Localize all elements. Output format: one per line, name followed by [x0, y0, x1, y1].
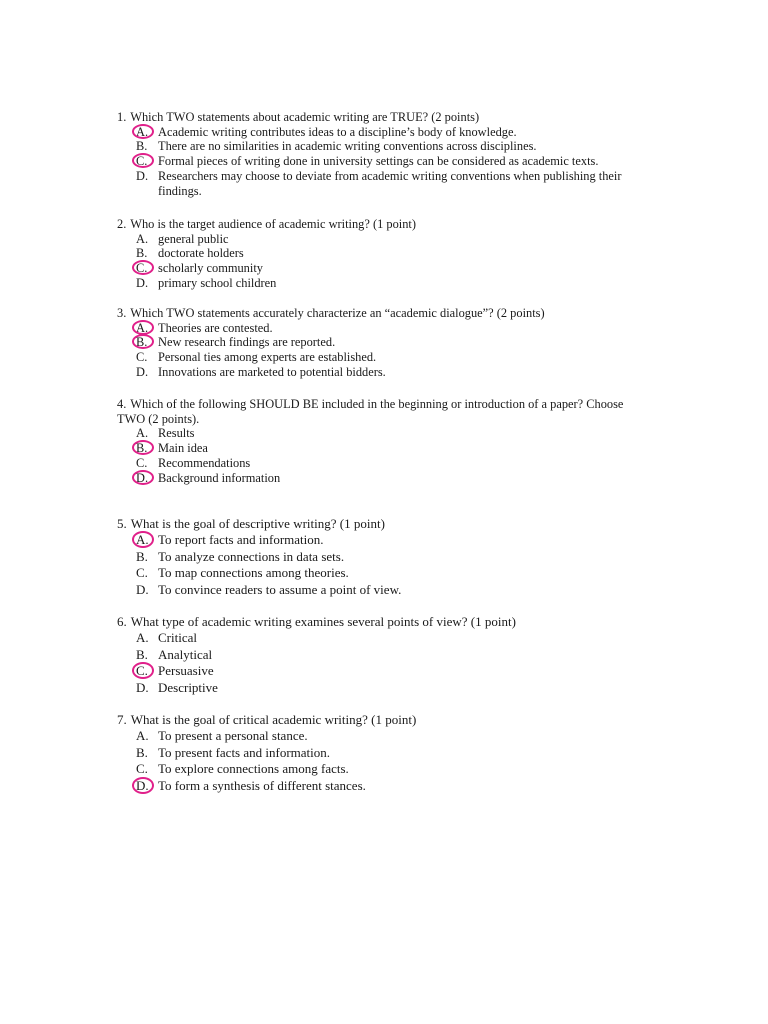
option-3c: [117, 350, 647, 365]
option-text: Formal pieces of writing done in university settings can be considered as academic texts.: [158, 154, 599, 169]
question-4-options: [117, 426, 647, 485]
option-1b: [117, 139, 647, 154]
option-letter: C.: [136, 761, 148, 777]
question-number: 3.: [117, 306, 127, 320]
option-text: Innovations are marketed to potential bidders.: [158, 364, 386, 379]
option-letter: A.: [136, 532, 158, 548]
question-2-options: [117, 232, 647, 291]
option-letter: C.: [136, 154, 158, 169]
option-text: scholarly community: [158, 261, 263, 276]
option-text: doctorate holders: [158, 246, 244, 261]
option-letter: C.: [136, 261, 158, 276]
option-letter: B.: [136, 246, 148, 261]
question-6: [117, 614, 647, 696]
option-text: Researchers may choose to deviate from academic writing conventions when publishing their findings.: [158, 168, 622, 198]
question-number: 7.: [117, 712, 127, 727]
question-number: 1.: [117, 110, 127, 124]
option-4d: [117, 471, 647, 486]
option-text: Descriptive: [158, 679, 218, 695]
question-text: What is the goal of critical academic writing? (1 point): [130, 712, 417, 727]
question-5-prompt: [117, 516, 647, 532]
option-text: Persuasive: [158, 663, 214, 679]
question-text: Which TWO statements about academic writing are TRUE? (2 points): [130, 110, 480, 124]
option-text: Personal ties among experts are established.: [158, 350, 377, 365]
option-letter: D.: [136, 168, 149, 183]
option-letter: B.: [136, 441, 158, 456]
option-text: To report facts and information.: [158, 532, 324, 548]
option-text: general public: [158, 231, 229, 246]
option-text: To convince readers to assume a point of view.: [158, 581, 402, 597]
option-text: Recommendations: [158, 455, 251, 470]
option-7b: [117, 745, 647, 761]
question-text: What type of academic writing examines several points of view? (1 point): [130, 614, 516, 629]
option-text: To form a synthesis of different stances.: [158, 777, 366, 793]
question-text: What is the goal of descriptive writing? (1 point): [130, 516, 385, 531]
question-text: Which TWO statements accurately characterize an “academic dialogue”? (2 points): [130, 306, 545, 320]
option-4b: [117, 441, 647, 456]
option-6c: [117, 663, 647, 679]
option-text: To analyze connections in data sets.: [158, 548, 345, 564]
question-3-options: [117, 321, 647, 380]
option-6d: [117, 680, 647, 696]
option-6a: [117, 630, 647, 646]
option-text: Academic writing contributes ideas to a discipline’s body of knowledge.: [158, 124, 517, 139]
option-letter: D.: [136, 275, 149, 290]
option-text: Theories are contested.: [158, 320, 273, 335]
question-2: [117, 217, 647, 291]
option-3d: [117, 365, 647, 380]
option-text: To present a personal stance.: [158, 728, 308, 744]
option-letter: A.: [136, 321, 158, 336]
option-letter: A.: [136, 125, 158, 140]
option-text: To present facts and information.: [158, 744, 331, 760]
option-1c: [117, 154, 647, 169]
option-letter: B.: [136, 139, 148, 154]
option-letter: D.: [136, 471, 158, 486]
option-text: primary school children: [158, 275, 277, 290]
option-letter: A.: [136, 728, 149, 744]
option-letter: C.: [136, 663, 158, 679]
option-3b: [117, 335, 647, 350]
option-5c: [117, 565, 647, 581]
question-number: 4.: [117, 397, 127, 411]
option-6b: [117, 647, 647, 663]
question-text: Who is the target audience of academic writing? (1 point): [130, 217, 416, 231]
option-letter: A.: [136, 231, 149, 246]
option-7c: [117, 761, 647, 777]
option-letter: D.: [136, 581, 149, 597]
option-letter: C.: [136, 455, 148, 470]
question-4: [117, 397, 647, 485]
option-text: Background information: [158, 470, 281, 485]
question-6-prompt: [117, 614, 647, 630]
option-text: New research findings are reported.: [158, 335, 336, 350]
question-1-prompt: [117, 110, 647, 125]
question-3: [117, 306, 647, 380]
option-text: To explore connections among facts.: [158, 761, 349, 777]
option-4c: [117, 456, 647, 471]
option-letter: A.: [136, 630, 149, 646]
option-letter: B.: [136, 548, 148, 564]
option-2a: [117, 232, 647, 247]
option-7a: [117, 728, 647, 744]
option-5b: [117, 549, 647, 565]
option-3a: [117, 321, 647, 336]
question-1-options: [117, 125, 647, 199]
option-letter: B.: [136, 744, 148, 760]
option-5d: [117, 582, 647, 598]
option-text: Results: [158, 426, 195, 441]
question-text: Which of the following SHOULD BE included in the beginning or introduction of a paper? Choose TWO (2 points).: [117, 397, 624, 426]
question-7-prompt: [117, 712, 647, 728]
option-letter: B.: [136, 335, 158, 350]
question-5: [117, 516, 647, 598]
question-4-prompt: [117, 397, 647, 426]
question-2-prompt: [117, 217, 647, 232]
question-number: 5.: [117, 516, 127, 531]
option-text: There are no similarities in academic writing conventions across disciplines.: [158, 139, 537, 154]
option-letter: C.: [136, 565, 148, 581]
option-letter: C.: [136, 350, 148, 365]
option-1d: [117, 169, 647, 199]
option-2c: [117, 261, 647, 276]
option-text: To map connections among theories.: [158, 565, 349, 581]
question-6-options: [117, 630, 647, 696]
option-letter: B.: [136, 646, 148, 662]
question-7-options: [117, 728, 647, 794]
option-text: Critical: [158, 630, 197, 646]
option-5a: [117, 532, 647, 548]
question-5-options: [117, 532, 647, 598]
option-letter: D.: [136, 364, 149, 379]
option-2b: [117, 246, 647, 261]
option-2d: [117, 276, 647, 291]
question-number: 2.: [117, 217, 127, 231]
option-7d: [117, 778, 647, 794]
option-text: Analytical: [158, 646, 213, 662]
option-4a: [117, 426, 647, 441]
question-3-prompt: [117, 306, 647, 321]
option-letter: D.: [136, 679, 149, 695]
question-7: [117, 712, 647, 794]
question-number: 6.: [117, 614, 127, 629]
option-text: Main idea: [158, 440, 208, 455]
option-letter: A.: [136, 426, 149, 441]
option-letter: D.: [136, 778, 158, 794]
question-1: [117, 110, 647, 199]
option-1a: [117, 125, 647, 140]
